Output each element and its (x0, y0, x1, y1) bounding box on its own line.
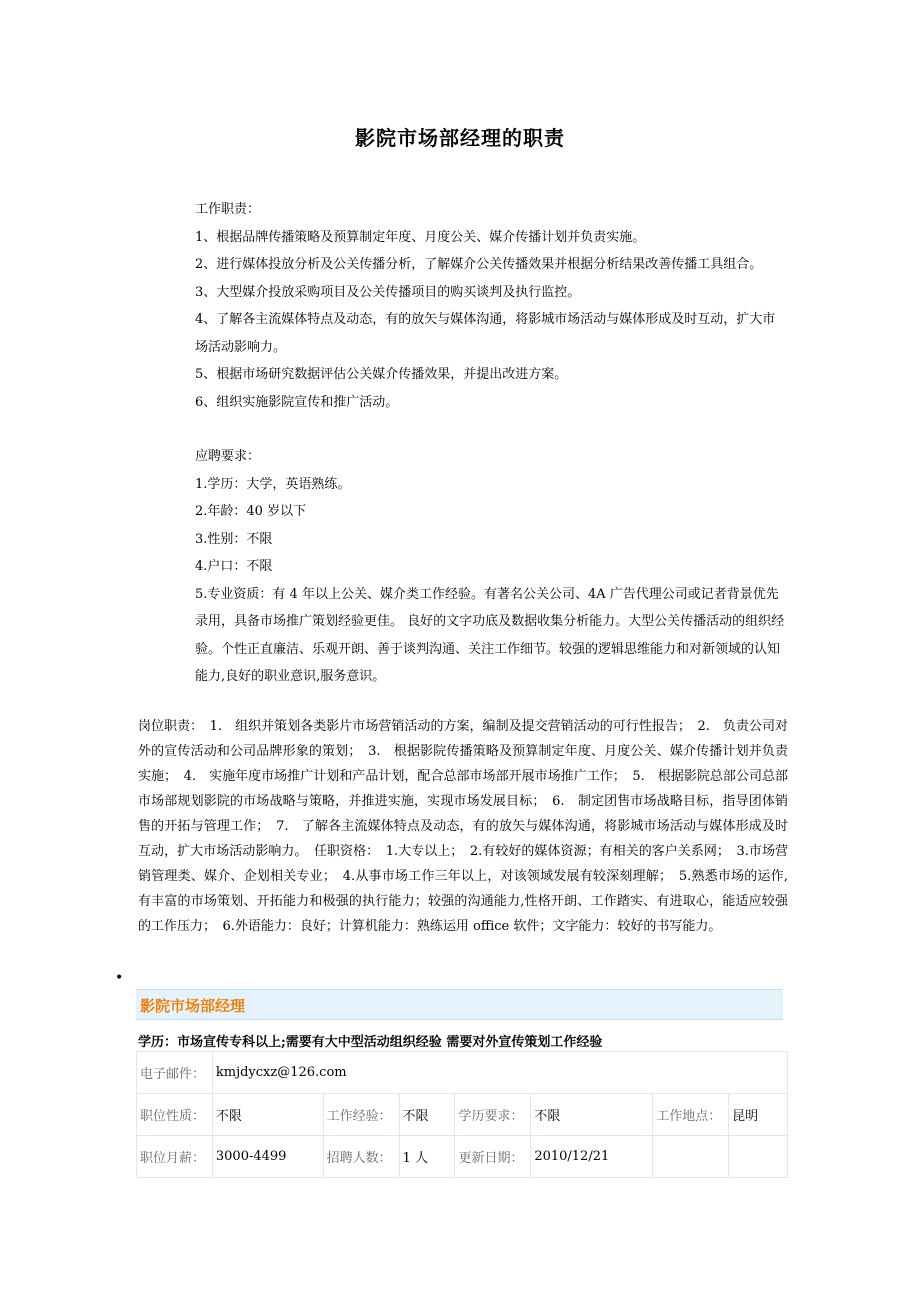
duties-section (195, 196, 787, 691)
headcount-label: 招聘人数： (323, 1136, 399, 1178)
duty-item: 6、组织实施影院宣传和推广活动。 (195, 394, 399, 410)
requirements-heading: 应聘要求： (195, 449, 261, 464)
list-bullet: • (115, 970, 124, 986)
job-title[interactable]: 影院市场部经理 (140, 997, 246, 1015)
duty-item: 5、根据市场研究数据评估公关媒介传播效果，并提出改进方案。 (195, 367, 568, 382)
salary-value: 3000-4499 (212, 1136, 323, 1178)
duty-item: 4、了解各主流媒体特点及动态，有的放矢与媒体沟通，将影城市场活动与媒体形成及时互动，扩大市场活动影响力。 (195, 312, 776, 355)
requirement-item: 3.性别：不限 (195, 531, 273, 547)
spacer (195, 416, 787, 443)
experience-value: 不限 (399, 1094, 455, 1136)
education-label: 学历要求： (455, 1094, 531, 1136)
education-value: 不限 (531, 1094, 653, 1136)
updated-value: 2010/12/21 (531, 1136, 653, 1178)
responsibilities-paragraph: 岗位职责： 1. 组织并策划各类影片市场营销活动的方案，编制及提交营销活动的可行性报告； 2. 负责公司对外的宣传活动和公司品牌形象的策划； 3. 根据影院传播策略及预算制定年度、月度公关、媒介传播计划并负责实施； 4. 实施年度市场推广计划和产品计划，配合总部市场部开展市场推广工作； 5. 根据影院总部公司总部市场部规划影院的市场战略与策略，并推进实施，实现市场发展目标； 6. 制定团售市场战略目标，指导团体销售的开拓与管理工作； 7. 了解各主流媒体特点及动态，有的放矢与媒体沟通，将影城市场活动与媒体形成及时互动，扩大市场活动影响力。 任职资格： 1.大专以上； 2.有较好的媒体资源；有相关的客户关系网； 3.市场营销管理类、媒介、企划相关专业； 4.从事市场工作三年以上，对该领域发展有较深刻理解； 5.熟悉市场的运作,有丰富的市场策划、开拓能力和极强的执行能力；较强的沟通能力,性格开朗、工作踏实、有进取心，能适应较强的工作压力； 6.外语能力：良好；计算机能力：熟练运用 office 软件；文字能力：较好的书写能力。 (138, 719, 788, 934)
job-header (136, 989, 783, 1020)
job-info-table (136, 1051, 788, 1178)
duty-item: 1、根据品牌传播策略及预算制定年度、月度公关、媒介传播计划并负责实施。 (195, 229, 646, 245)
updated-label: 更新日期： (455, 1136, 531, 1178)
requirement-item: 4.户口：不限 (195, 559, 273, 574)
location-label: 工作地点： (653, 1094, 729, 1136)
empty-cell (653, 1136, 729, 1178)
duty-item: 3、大型媒介投放采购项目及公关传播项目的购买谈判及执行监控。 (195, 284, 581, 300)
email-label: 电子邮件： (137, 1052, 213, 1094)
location-value: 昆明 (729, 1094, 788, 1136)
email-value[interactable]: kmjdycxz@126.com (212, 1052, 787, 1094)
table-row (137, 1094, 788, 1136)
requirement-item: 1.学历：大学，英语熟练。 (195, 476, 351, 492)
experience-label: 工作经验： (323, 1094, 399, 1136)
page-title: 影院市场部经理的职责 (355, 126, 565, 150)
requirement-item: 2.年龄：40 岁以下 (195, 504, 307, 519)
job-requirement-line: 学历：市场宣传专科以上;需要有大中型活动组织经验 需要对外宣传策划工作经验 (138, 1035, 603, 1050)
duties-heading: 工作职责： (195, 202, 261, 217)
table-row (137, 1052, 788, 1094)
duty-item: 2、进行媒体投放分析及公关传播分析，了解媒介公关传播效果并根据分析结果改善传播工具组合。 (195, 257, 763, 272)
nature-label: 职位性质： (137, 1094, 213, 1136)
nature-value: 不限 (212, 1094, 323, 1136)
headcount-value: 1 人 (399, 1136, 455, 1178)
salary-label: 职位月薪： (137, 1136, 213, 1178)
table-row (137, 1136, 788, 1178)
empty-cell (729, 1136, 788, 1178)
requirement-item: 5.专业资质：有 4 年以上公关、媒介类工作经验。有著名公关公司、4A 广告代理公司或记者背景优先录用，具备市场推广策划经验更佳。 良好的文字功底及数据收集分析能力。大型公关传播活动的组织经验。个性正直廉洁、乐观开朗、善于谈判沟通、关注工作细节。较强的逻辑思维能力和对新领域的认知能力,良好的职业意识,服务意识。 (195, 586, 785, 684)
